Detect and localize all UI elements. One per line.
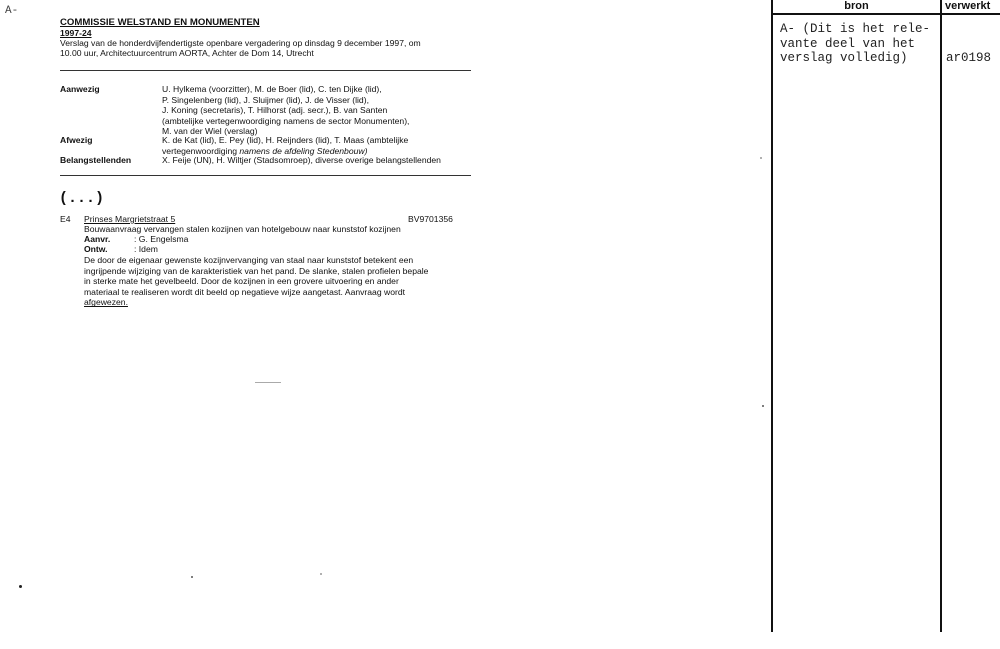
designer-value: : Idem (134, 244, 158, 254)
absent-line-2-prefix: vertegenwoordiging (162, 145, 240, 156)
column-header-bron: bron (844, 0, 869, 12)
item-reference: BV9701356 (408, 214, 453, 224)
scan-speck (320, 573, 322, 575)
designer-label: Ontw. (84, 244, 108, 254)
attendance-divider (60, 175, 471, 176)
applicant-label: Aanvr. (84, 234, 111, 244)
table-left-border (771, 0, 773, 632)
table-column-divider (940, 0, 942, 632)
item-body (84, 255, 474, 308)
body-line: ingrijpende wijziging van de karakteristiek van het pand. De slanke, stalen profielen bepale (84, 265, 429, 276)
absent-line-2-italic: namens de afdeling Stedenbouw) (239, 145, 368, 156)
header-divider (60, 70, 471, 71)
item-description: Bouwaanvraag vervangen stalen kozijnen van hotelgebouw naar kunststof kozijnen (84, 224, 401, 234)
meeting-line-1: Verslag van de honderdvijfendertigste openbare vergadering op dinsdag 9 december 1997, om (60, 38, 421, 48)
scan-speck (760, 157, 762, 159)
present-line: (ambtelijke vertegenwoordiging namens de sector Monumenten), (162, 115, 410, 126)
item-address: Prinses Margrietstraat 5 (84, 214, 176, 224)
omission-marker: (...) (59, 190, 105, 207)
present-label: Aanwezig (60, 84, 100, 94)
scan-speck (191, 576, 193, 578)
bron-note-line: A- (Dit is het rele- (780, 22, 931, 36)
document-title: COMMISSIE WELSTAND EN MONUMENTEN (60, 17, 260, 28)
present-line: P. Singelenberg (lid), J. Sluijmer (lid), J. de Visser (lid), (162, 94, 369, 105)
applicant-value: : G. Engelsma (134, 234, 189, 244)
bron-note-line: vante deel van het (780, 36, 916, 51)
absent-line-1: K. de Kat (lid), E. Pey (lid), H. Reijnders (lid), T. Maas (ambtelijke (162, 135, 409, 145)
stakeholders-line: X. Feije (UN), H. Wiltjer (Stadsomroep), diverse overige belangstellenden (162, 155, 441, 165)
body-line: De door de eigenaar gewenste kozijnvervanging van staal naar kunststof betekent een (84, 255, 414, 265)
present-line: U. Hylkema (voorzitter), M. de Boer (lid), C. ten Dijke (lid), (162, 84, 382, 94)
bron-note-line: verslag volledig) (780, 51, 908, 65)
scan-speck (19, 585, 22, 588)
verwerkt-code: ar0198 (946, 51, 992, 65)
table-header-rule (771, 13, 1000, 15)
present-line: J. Koning (secretaris), T. Hilhorst (adj. secr.), B. van Santen (162, 105, 388, 116)
page-marker: A- (5, 5, 19, 17)
stakeholders-label: Belangstellenden (60, 155, 132, 165)
document-year: 1997-24 (60, 28, 92, 38)
scan-smudge (255, 382, 281, 383)
body-line: in sterke mate het gevelbeeld. Door de kozijnen in een grovere uitvoering en ander (84, 276, 399, 287)
scan-speck (762, 405, 764, 407)
item-code: E4 (60, 214, 71, 224)
column-header-verwerkt: verwerkt (945, 0, 991, 12)
absent-list (162, 135, 474, 156)
item-verdict: afgewezen. (84, 297, 128, 308)
bron-note (780, 22, 930, 66)
absent-label: Afwezig (60, 135, 93, 145)
body-line: materiaal te realiseren wordt dit beeld op negatieve wijze aangetast. Aanvraag wordt (84, 286, 406, 297)
meeting-line-2: 10.00 uur, Architectuurcentrum AORTA, Achter de Dom 14, Utrecht (60, 48, 314, 58)
present-line: M. van der Wiel (verslag) (162, 126, 258, 137)
present-list (162, 84, 474, 137)
